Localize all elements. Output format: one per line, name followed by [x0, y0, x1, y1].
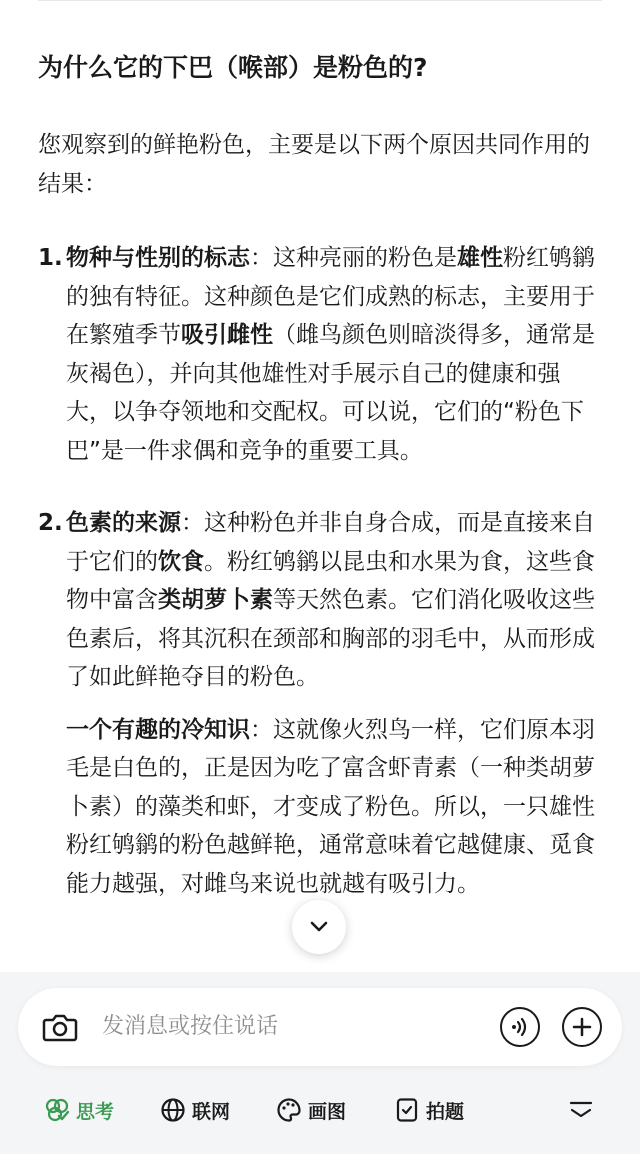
tool-photo-label: 拍题: [426, 1100, 465, 1123]
tool-draw[interactable]: [276, 1090, 346, 1130]
reason-list: [38, 239, 600, 903]
list-item-text: 物种与性别的标志：这种亮丽的粉色是雄性粉红鸲鹟的独有特征。这种颜色是它们成熟的标志，主要用于在繁殖季节吸引雌性（雌鸟颜色则暗淡得多，通常是灰褐色），并向其他雄性对手展示自己的健康和强大，以争夺领地和交配权。可以说，它们的“粉色下巴”是一件求偶和竞争的重要工具。: [66, 245, 595, 464]
double-chevron-down-icon: [568, 1099, 594, 1121]
tool-bar: [0, 1090, 640, 1130]
photo-question-icon: [394, 1097, 420, 1123]
section-heading: 为什么它的下巴（喉部）是粉色的?: [38, 53, 428, 82]
message-input-placeholder[interactable]: 发消息或按住说话: [102, 1014, 279, 1039]
voice-call-button[interactable]: [500, 1007, 540, 1047]
tool-photo[interactable]: [394, 1090, 464, 1130]
list-item: [38, 504, 600, 697]
list-item-text: 色素的来源：这种粉色并非自身合成，而是直接来自于它们的饮食。粉红鸲鹟以昆虫和水果为食，这些食物中富含类胡萝卜素等天然色素。它们消化吸收这些色素后，将其沉积在颈部和胸部的羽毛中，从而形成了如此鲜艳夺目的粉色。: [66, 510, 595, 690]
item-title: 物种与性别的标志: [66, 245, 250, 271]
top-divider: [38, 0, 602, 1]
camera-icon[interactable]: [40, 1007, 80, 1047]
think-icon: [44, 1097, 70, 1123]
voice-call-icon: [509, 1018, 531, 1036]
message-input-bar[interactable]: [18, 988, 622, 1066]
list-number: 1.: [38, 245, 63, 271]
plus-icon: [572, 1017, 592, 1037]
scroll-to-bottom-button[interactable]: [292, 900, 346, 954]
tool-draw-label: 画图: [308, 1100, 347, 1123]
trivia-title: 一个有趣的冷知识: [66, 716, 250, 743]
palette-icon: [276, 1097, 302, 1123]
tool-web[interactable]: [160, 1090, 230, 1130]
globe-icon: [160, 1097, 186, 1123]
tool-think-label: 思考: [76, 1100, 115, 1123]
intro-paragraph: 您观察到的鲜艳粉色，主要是以下两个原因共同作用的结果：: [38, 132, 590, 197]
chevron-down-icon: [309, 921, 329, 933]
item-title: 色素的来源: [66, 510, 181, 536]
list-item: [38, 239, 600, 470]
trivia-paragraph: 一个有趣的冷知识：这就像火烈鸟一样，它们原本羽毛是白色的，正是因为吃了富含虾青素（一种类胡萝卜素）的藻类和虾，才变成了粉色。所以，一只雄性粉红鸲鹟的粉色越鲜艳，通常意味着它越健康、觅食能力越强，对雌鸟来说也就越有吸引力。: [66, 716, 595, 897]
plus-button[interactable]: [562, 1007, 602, 1047]
tool-think[interactable]: [44, 1090, 114, 1130]
chat-message: [38, 48, 600, 903]
tool-web-label: 联网: [192, 1100, 231, 1123]
collapse-tools-button[interactable]: [568, 1090, 600, 1130]
list-number: 2.: [38, 510, 63, 536]
